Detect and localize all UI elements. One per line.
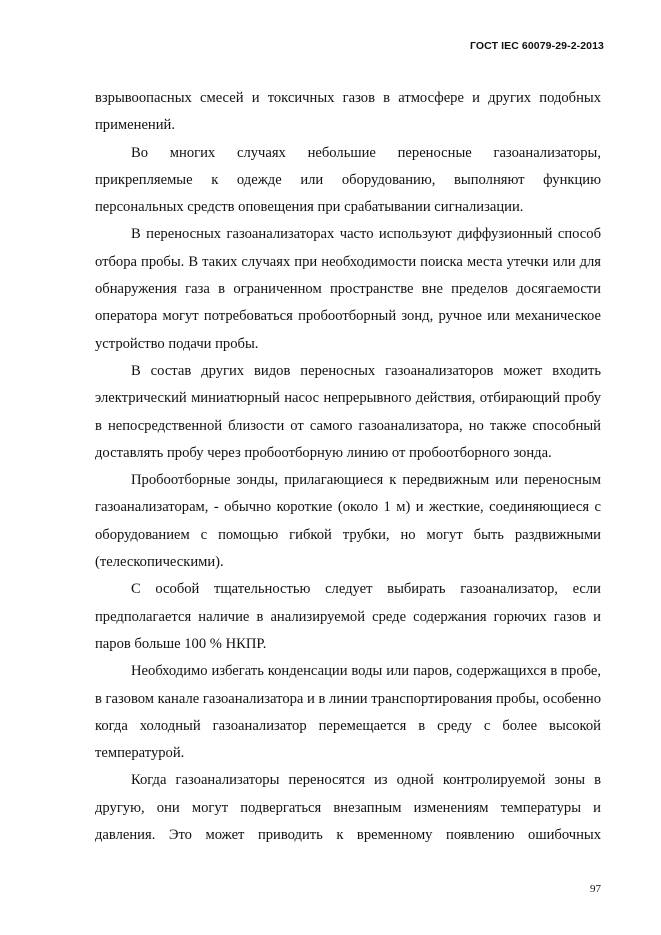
body-text xyxy=(95,85,601,849)
paragraph-3: В переносных газоанализаторах часто используют диффузионный способ отбора пробы. В таких случаях при необходимости поиска места утечки или для обнаружения газа в ограниченном пространстве вне пределов досягаемости оператора могут потребоваться пробоотборный зонд, ручное или механическое устройство подачи пробы. xyxy=(95,226,601,352)
paragraph-4: В состав других видов переносных газоанализаторов может входить электрический миниатюрный насос непрерывного действия, отбирающий пробу в непосредственной близости от самого газоанализатора, но также способный доставлять пробу через пробоотборную линию от пробоотборного зонда. xyxy=(95,362,601,461)
paragraph-5: Пробоотборные зонды, прилагающиеся к передвижным или переносным газоанализаторам, - обычно короткие (около 1 м) и жесткие, соединяющиеся с оборудованием с помощью гибкой трубки, но могут быть раздвижными (телескопическими). xyxy=(95,472,601,571)
page-number: 97 xyxy=(590,883,601,895)
paragraph-2: Во многих случаях небольшие переносные газоанализаторы, прикрепляемые к одежде или оборудованию, выполняют функцию персональных средств оповещения при срабатывании сигнализации. xyxy=(95,144,601,216)
paragraph-7: Необходимо избегать конденсации воды или паров, содержащихся в пробе, в газовом канале газоанализатора и в линии транспортирования пробы, особенно когда холодный газоанализатор перемещается в среду с более высокой температурой. xyxy=(95,663,601,762)
paragraph-1: взрывоопасных смесей и токсичных газов в атмосфере и других подобных применений. xyxy=(95,90,601,134)
paragraph-6: С особой тщательностью следует выбирать газоанализатор, если предполагается наличие в анализируемой среде содержания горючих газов и паров больше 100 % НКПР. xyxy=(95,581,601,652)
paragraph-8: Когда газоанализаторы переносятся из одной контролируемой зоны в другую, они могут подвергаться внезапным изменениям температуры и давления. Это может приводить к временному появлению ошибочных xyxy=(95,772,601,844)
standard-header: ГОСТ IEC 60079-29-2-2013 xyxy=(469,40,604,52)
